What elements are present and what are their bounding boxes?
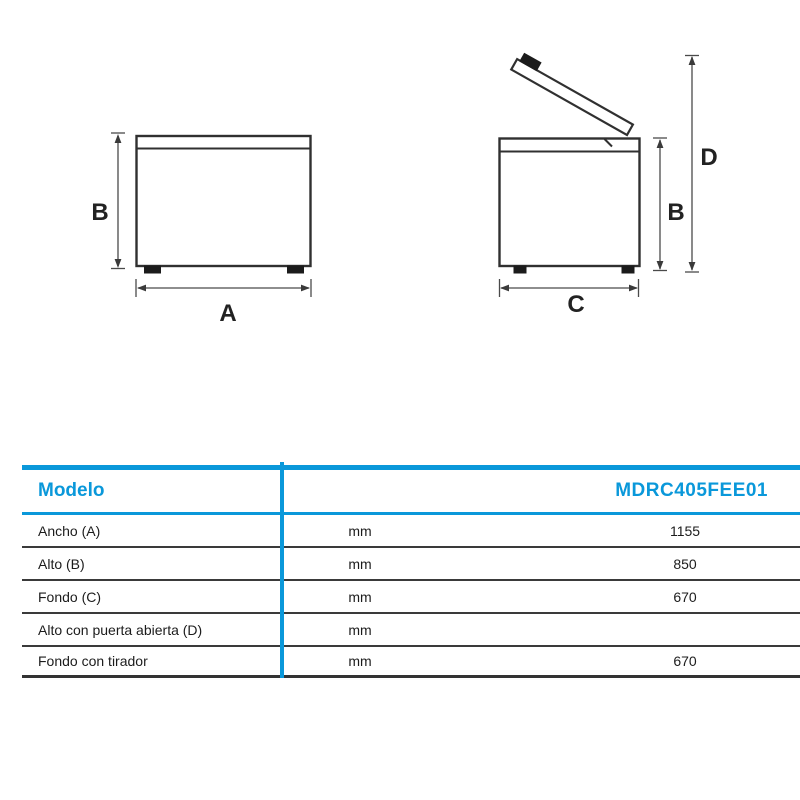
dim-label-d: D bbox=[700, 144, 718, 171]
spec-value: 850 bbox=[673, 555, 697, 572]
freezer-side-foot-left bbox=[514, 266, 527, 274]
dimension-line-a bbox=[136, 279, 311, 297]
freezer-front-foot-left bbox=[144, 266, 161, 274]
model-number: MDRC405FEE01 bbox=[615, 480, 768, 501]
table-row bbox=[22, 614, 800, 647]
spec-label: Alto con puerta abierta (D) bbox=[38, 621, 203, 638]
spec-label: Alto (B) bbox=[38, 555, 85, 572]
table-row bbox=[22, 515, 800, 548]
table-row bbox=[22, 647, 800, 678]
table-column-divider bbox=[280, 462, 284, 678]
spec-unit: mm bbox=[348, 621, 372, 638]
table-row bbox=[22, 548, 800, 581]
dim-label-c: C bbox=[567, 291, 585, 318]
arrowhead-down-icon bbox=[689, 262, 696, 271]
dim-label-a: A bbox=[219, 300, 237, 327]
arrowhead-right-icon bbox=[301, 285, 310, 292]
arrowhead-left-icon bbox=[500, 285, 509, 292]
freezer-front-foot-right bbox=[287, 266, 304, 274]
spec-label: Fondo (C) bbox=[38, 588, 102, 605]
spec-label: Ancho (A) bbox=[38, 522, 101, 539]
dimension-line-d bbox=[685, 56, 699, 273]
spec-unit: mm bbox=[348, 555, 372, 572]
spec-unit: mm bbox=[348, 588, 372, 605]
freezer-front-view-drawing bbox=[91, 133, 311, 327]
freezer-side-view-drawing bbox=[499, 51, 718, 318]
arrowhead-down-icon bbox=[657, 261, 664, 270]
freezer-side-foot-right bbox=[622, 266, 635, 274]
dimension-line-b-side bbox=[653, 138, 667, 271]
dimension-line-b-front bbox=[111, 133, 125, 269]
table-header-row bbox=[22, 470, 800, 515]
spec-label: Fondo con tirador bbox=[38, 653, 148, 669]
dimension-diagrams bbox=[0, 0, 800, 340]
freezer-side-body bbox=[500, 139, 640, 267]
freezer-open-lid bbox=[511, 51, 637, 135]
model-column-header: Modelo bbox=[38, 480, 105, 501]
lid-panel bbox=[511, 59, 633, 135]
arrowhead-down-icon bbox=[115, 259, 122, 268]
spec-unit: mm bbox=[348, 522, 372, 539]
spec-value: 670 bbox=[673, 653, 697, 669]
dim-label-b-front: B bbox=[91, 199, 109, 226]
freezer-front-body bbox=[137, 136, 311, 266]
dim-label-b-side: B bbox=[667, 199, 685, 226]
spec-value: 1155 bbox=[669, 522, 701, 539]
table-row bbox=[22, 581, 800, 614]
arrowhead-up-icon bbox=[689, 56, 696, 65]
spec-value: 670 bbox=[673, 588, 697, 605]
spec-unit: mm bbox=[348, 653, 372, 669]
arrowhead-left-icon bbox=[137, 285, 146, 292]
arrowhead-up-icon bbox=[115, 134, 122, 143]
arrowhead-up-icon bbox=[657, 139, 664, 148]
spec-table bbox=[22, 465, 800, 678]
arrowhead-right-icon bbox=[629, 285, 638, 292]
